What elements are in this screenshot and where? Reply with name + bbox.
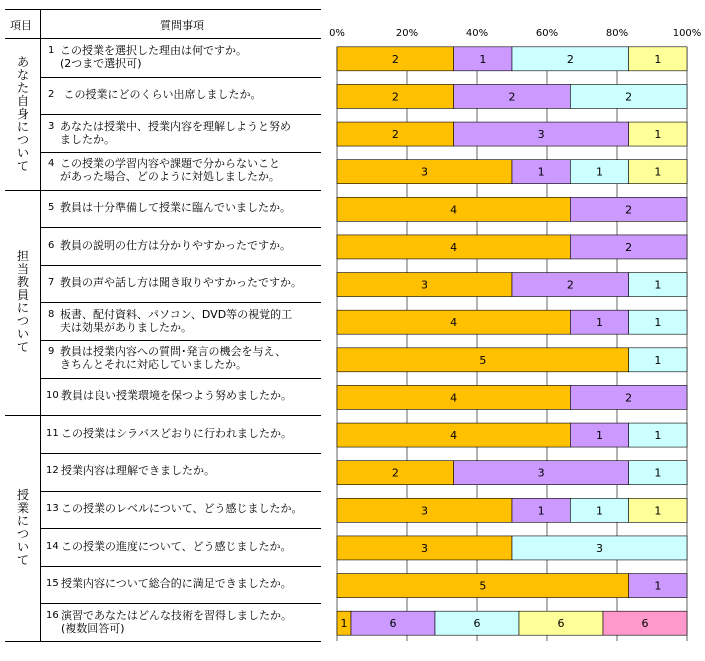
x-tick-label: 60% [535, 28, 559, 39]
x-tick-label: 40% [465, 28, 489, 39]
data-label: 1 [654, 52, 662, 66]
question-number: 14 [46, 541, 59, 552]
data-label: 6 [641, 617, 649, 631]
x-tick-label: 100% [672, 28, 702, 39]
data-label: 3 [421, 541, 428, 555]
data-label: 5 [479, 353, 487, 367]
question-text: 教員の説明の仕方は分かりやすかったですか。 [60, 239, 291, 252]
question-text: この授業の進度について、どう感じましたか。 [61, 540, 292, 553]
question-number: 6 [48, 240, 55, 251]
data-label: 2 [625, 203, 633, 217]
question-number: 5 [48, 202, 55, 213]
data-label: 2 [508, 90, 516, 104]
data-label: 4 [450, 316, 458, 330]
data-label: 4 [450, 391, 458, 405]
question-number: 15 [46, 578, 59, 589]
data-label: 1 [654, 353, 662, 367]
question-number: 16 [46, 610, 59, 621]
data-label: 3 [596, 541, 603, 555]
question-number: 1 [48, 45, 55, 56]
data-label: 2 [566, 278, 574, 292]
data-label: 3 [421, 504, 428, 518]
question-number: 2 [48, 89, 55, 100]
question-text: この授業を選択した理由は何ですか。 (2つまで選択可) [60, 44, 247, 70]
question-text: 教員は授業内容への質問･発言の機会を与え、 きちんとそれに対応していましたか。 [60, 345, 287, 371]
category-label: 担 当 教 員 に つ い て [16, 249, 29, 354]
data-label: 1 [654, 429, 662, 443]
data-label: 1 [654, 504, 662, 518]
data-label: 1 [596, 429, 603, 443]
data-label: 1 [596, 316, 603, 330]
data-label: 1 [596, 504, 603, 518]
question-text: 教員の声や話し方は聞き取りやすかったですか。 [60, 276, 302, 289]
x-tick-label: 0% [329, 28, 345, 39]
data-label: 4 [450, 429, 458, 443]
data-label: 3 [537, 466, 545, 480]
data-label: 3 [421, 278, 428, 292]
data-label: 1 [654, 316, 662, 330]
data-label: 1 [479, 52, 487, 66]
question-number: 7 [48, 277, 55, 288]
question-text: 教員は良い授業環境を保つよう努めましたか。 [61, 389, 292, 402]
question-number: 8 [48, 309, 55, 320]
question-number: 3 [48, 121, 55, 132]
data-label: 2 [391, 90, 399, 104]
question-text: この授業にどのくらい出席しましたか。 [60, 88, 262, 101]
question-number: 10 [46, 390, 59, 401]
question-text: あなたは授業中、授業内容を理解しようと努め ましたか。 [60, 120, 291, 146]
question-text: 演習であなたはどんな技術を習得しましたか。 (複数回答可) [61, 609, 292, 635]
question-text: この授業の学習内容や課題で分からないこと があった場合、どのように対処しましたか。 [60, 157, 280, 183]
data-label: 3 [421, 165, 428, 179]
data-label: 4 [450, 203, 458, 217]
data-label: 2 [391, 52, 399, 66]
category-label: 授 業 に つ い て [16, 488, 29, 567]
data-label: 4 [450, 240, 458, 254]
data-label: 2 [625, 90, 633, 104]
data-label: 2 [625, 391, 633, 405]
data-label: 6 [557, 617, 565, 631]
data-label: 2 [566, 52, 574, 66]
data-label: 1 [596, 165, 603, 179]
x-tick-label: 80% [605, 28, 629, 39]
question-text: 教員は十分準備して授業に臨んでいましたか。 [60, 201, 291, 214]
data-label: 6 [389, 617, 397, 631]
question-number: 9 [48, 346, 55, 357]
question-text: 板書、配付資料、パソコン、DVD等の視覚的工 夫は効果がありましたか。 [60, 308, 293, 334]
data-label: 2 [391, 466, 399, 480]
question-text: 授業内容について総合的に満足できましたか。 [61, 577, 292, 590]
question-number: 11 [46, 428, 59, 439]
data-label: 1 [654, 278, 662, 292]
data-label: 1 [654, 579, 662, 593]
data-label: 1 [340, 617, 348, 631]
data-label: 1 [537, 504, 545, 518]
data-label: 6 [473, 617, 481, 631]
category-label: あ な た 自 身 に つ い て [16, 55, 29, 173]
question-number: 4 [48, 158, 55, 169]
data-label: 2 [391, 128, 399, 142]
data-label: 3 [537, 128, 545, 142]
data-label: 1 [654, 165, 662, 179]
data-label: 1 [654, 466, 662, 480]
question-number: 13 [46, 503, 59, 514]
header-question: 質問事項 [160, 19, 204, 32]
data-label: 1 [654, 128, 662, 142]
data-label: 2 [625, 240, 633, 254]
data-label: 1 [537, 165, 545, 179]
question-text: この授業のレベルについて、どう感じましたか。 [61, 502, 303, 515]
data-label: 5 [479, 579, 487, 593]
question-text: この授業はシラバスどおりに行われましたか。 [61, 427, 292, 440]
question-text: 授業内容は理解できましたか。 [61, 464, 215, 477]
header-item: 項目 [10, 19, 32, 32]
question-number: 12 [46, 465, 59, 476]
x-tick-label: 20% [395, 28, 419, 39]
